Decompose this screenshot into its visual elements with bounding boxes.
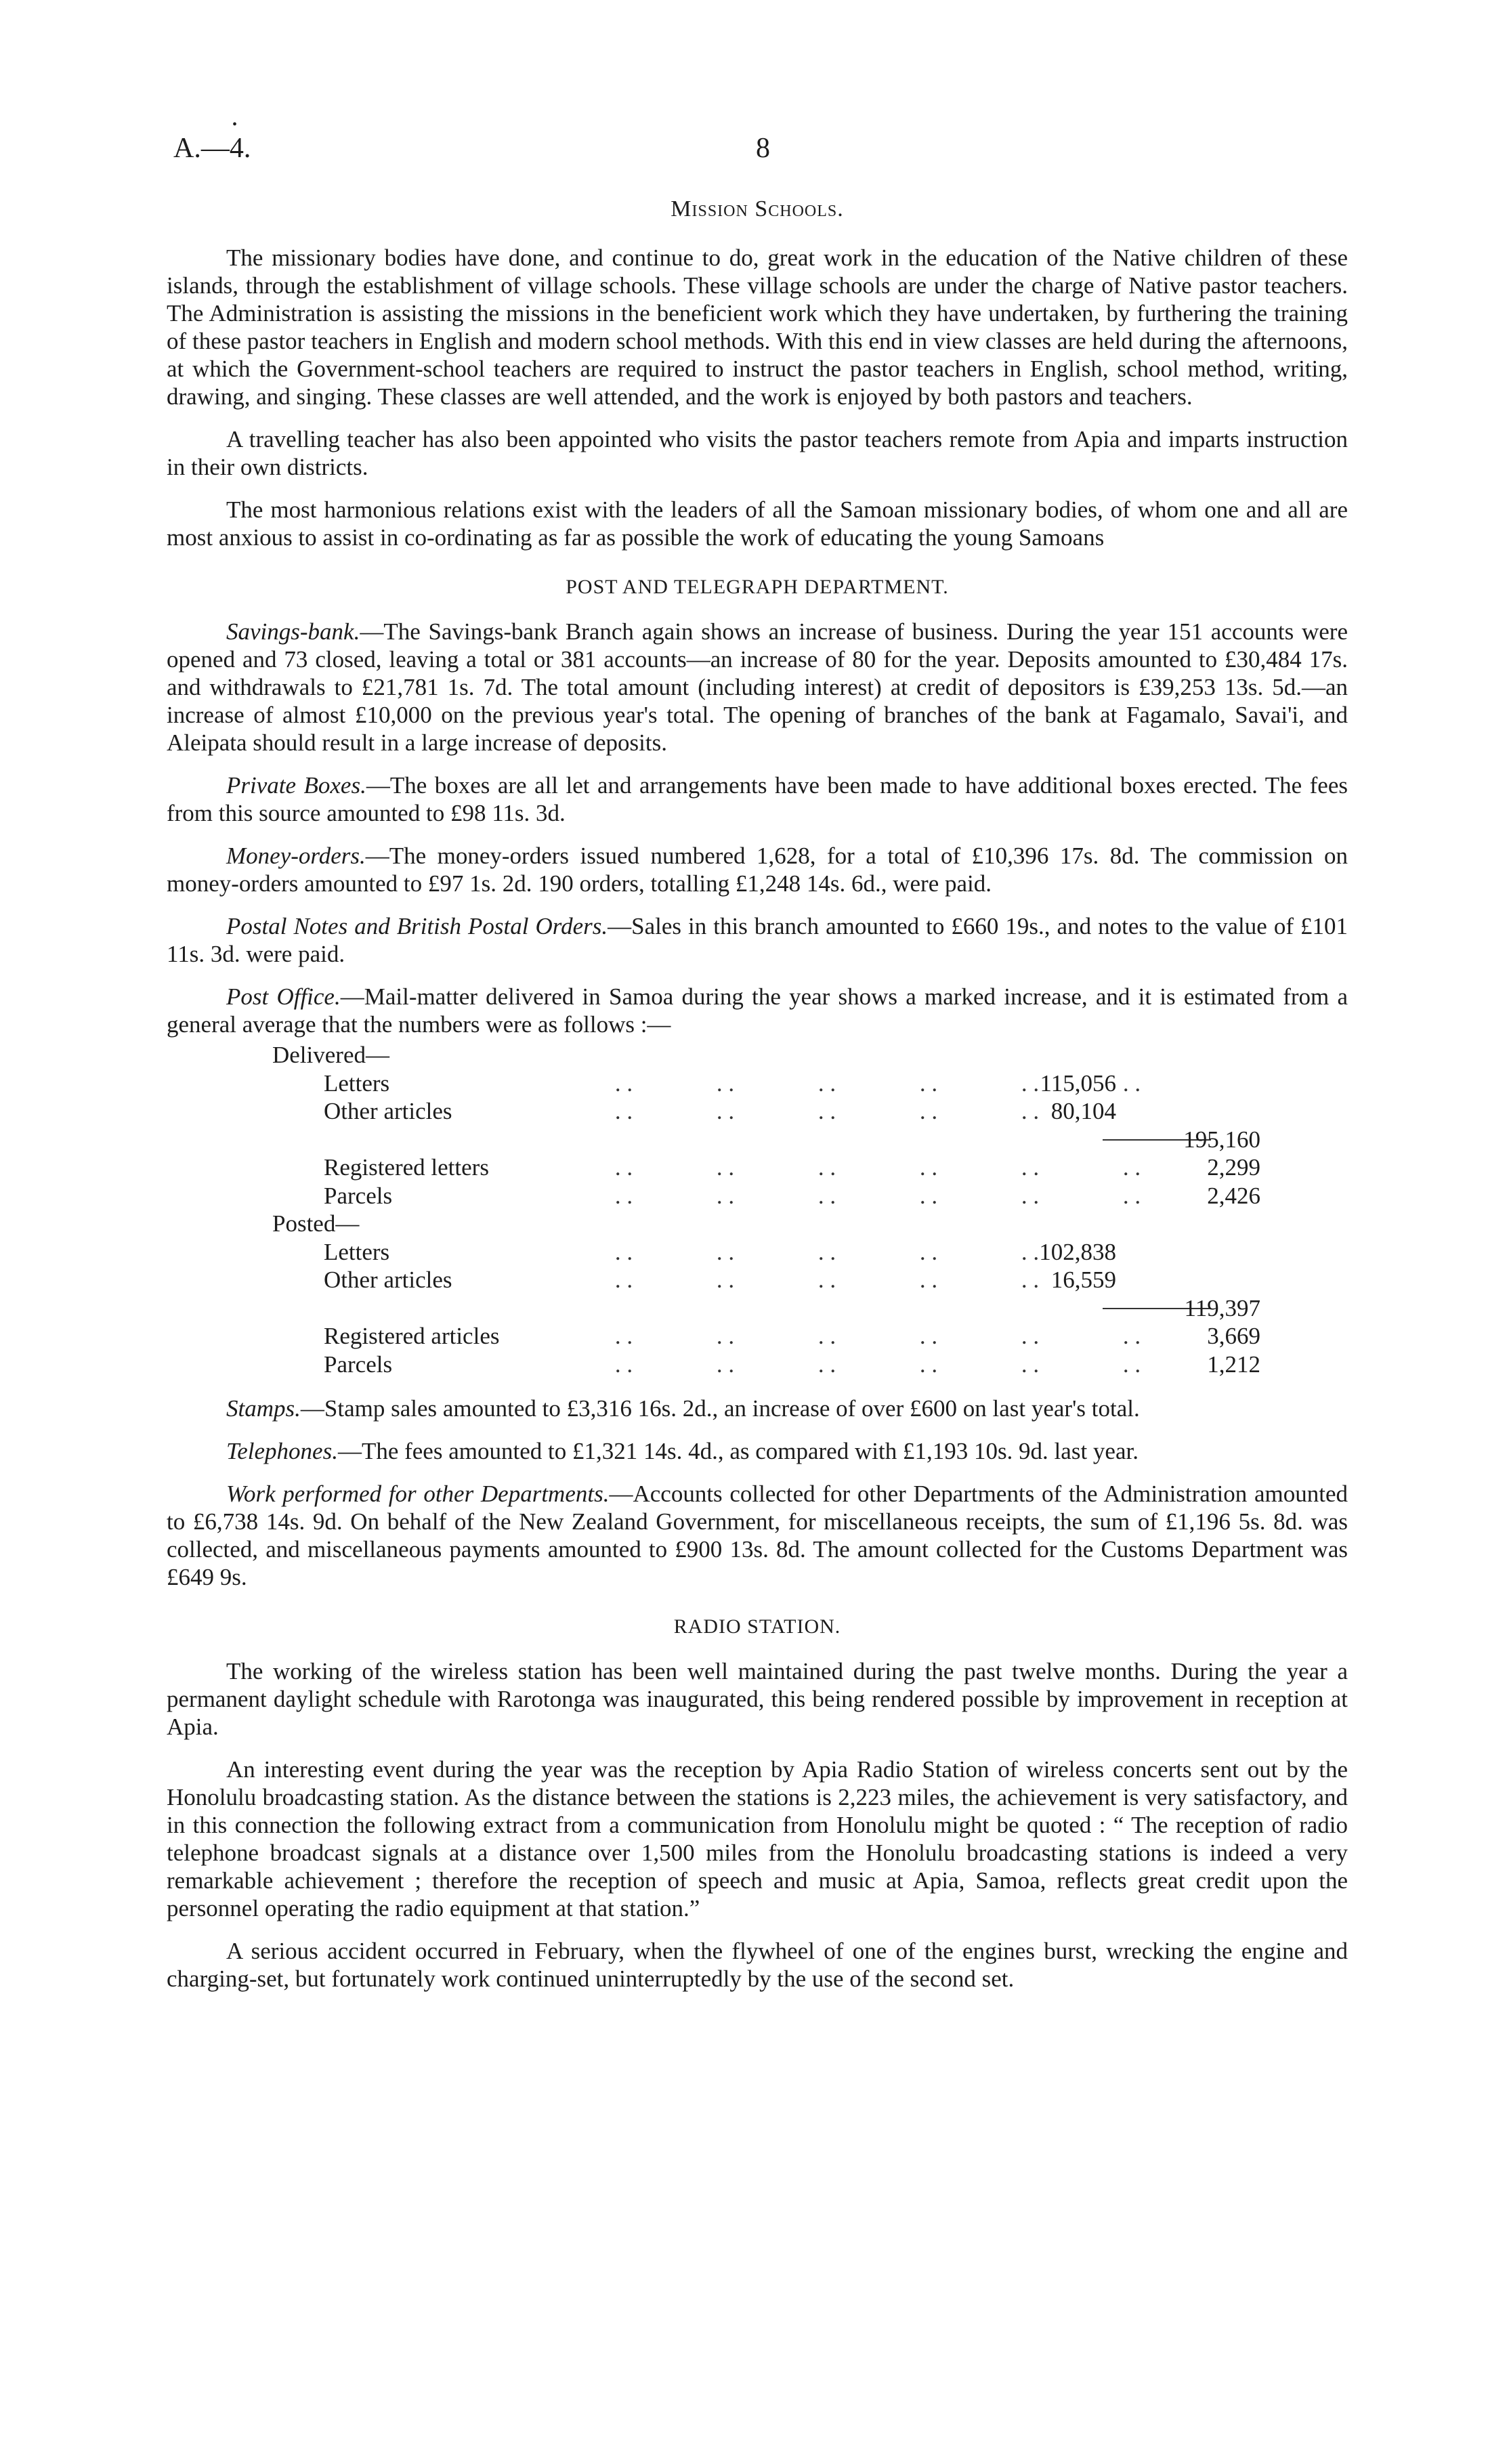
private-boxes-paragraph xyxy=(167,771,1348,827)
dot-leaders: . . . . . . . . . . . . xyxy=(614,1154,1141,1181)
row-label: Registered letters xyxy=(324,1154,489,1181)
postal-notes-text: —Sales in this branch amounted to £660 19s., and notes to the value of £101 11s. 3d. were paid. xyxy=(167,913,1348,967)
table-row xyxy=(167,1351,1348,1379)
savings-bank-text: —The Savings-bank Branch again shows an increase of business. During the year 151 accounts were opened and 73 closed, leaving a total or 381 accounts—an increase of 80 for the year. Deposits amounted to £30,484 17s. and withdrawals to £21,781 1s. 7d. The total amount (including interest) at credit of depositors is £39,253 13s. 5d.—an increase of almost £10,000 on the previous year's total. The opening of branches of the bank at Fagamalo, Savai'i, and Aleipata should result in a large increase of deposits. xyxy=(167,618,1348,756)
row-value: 102,838 xyxy=(1039,1238,1116,1265)
table-row xyxy=(167,1153,1348,1182)
telephones-text: —The fees amounted to £1,321 14s. 4d., as compared with £1,193 10s. 9d. last year. xyxy=(337,1438,1139,1464)
post-office-paragraph xyxy=(167,983,1348,1038)
table-row xyxy=(167,1210,1348,1238)
other-departments-paragraph xyxy=(167,1480,1348,1591)
dot-leaders: . . . . . . . . . . . . xyxy=(614,1351,1141,1378)
subtotal-value: 119,397 xyxy=(1184,1294,1260,1321)
row-value: 16,559 xyxy=(1050,1267,1116,1293)
table-row xyxy=(167,1097,1348,1126)
row-value: 1,212 xyxy=(1207,1351,1260,1378)
table-row xyxy=(167,1126,1348,1154)
table-row xyxy=(167,1182,1348,1210)
mail-matter-table xyxy=(167,1041,1348,1378)
stamps-text: —Stamp sales amounted to £3,316 16s. 2d., an increase of over £600 on last year's total. xyxy=(300,1395,1140,1422)
postal-notes-paragraph xyxy=(167,912,1348,968)
dot-leaders: . . . . . . . . . . . . xyxy=(614,1069,1141,1097)
row-label: Parcels xyxy=(324,1351,393,1378)
printer-dot: • xyxy=(232,117,238,132)
radio-paragraph-3: A serious accident occurred in February, when the flywheel of one of the engines burst, wrecking the engine and charging-set, but fortunately work continued uninterruptedly by the use of the second set. xyxy=(167,1938,1348,1992)
table-row xyxy=(167,1041,1348,1069)
table-row xyxy=(167,1238,1348,1267)
mission-schools-heading: Mission Schools. xyxy=(671,196,844,221)
money-orders-paragraph xyxy=(167,842,1348,897)
row-value: 115,056 xyxy=(1040,1069,1116,1097)
subtotal-value: 195,160 xyxy=(1183,1126,1260,1153)
radio-paragraph-2: An interesting event during the year was the reception by Apia Radio Station of wireless concerts sent out by the Honolulu broadcasting station. As the distance between the stations is 2,223 miles, the achievement is very satisfactory, and in this connection the following extract from a communication from Honolulu might be quoted : “ The reception of radio telephone broadcast signals at a distance over 1,500 miles from the Honolulu broadcasting stations is indeed a very remarkable achievement ; therefore the reception of speech and music at Apia, Samoa, reflects great credit upon the personnel operating the radio equipment at that station.” xyxy=(167,1756,1348,1921)
telephones-paragraph xyxy=(167,1437,1348,1465)
money-orders-text: —The money-orders issued numbered 1,628, for a total of £10,396 17s. 8d. The commission on money-orders amounted to £97 1s. 2d. 190 orders, totalling £1,248 14s. 6d., were paid. xyxy=(167,843,1348,897)
row-value: 2,299 xyxy=(1207,1154,1260,1181)
private-boxes-label: Private Boxes. xyxy=(226,772,366,799)
private-boxes-text: —The boxes are all let and arrangements have been made to have additional boxes erected. The fees from this source amounted to £98 11s. 3d. xyxy=(167,772,1348,826)
table-row xyxy=(167,1069,1348,1098)
post-telegraph-heading: POST AND TELEGRAPH DEPARTMENT. xyxy=(566,576,949,598)
page-body xyxy=(167,196,1348,2008)
row-label: Parcels xyxy=(324,1182,393,1209)
dot-leaders: . . . . . . . . . . xyxy=(614,1238,1040,1265)
dot-leaders: . . . . . . . . . . . . xyxy=(614,1182,1141,1209)
savings-bank-label: Savings-bank. xyxy=(226,618,360,645)
dot-leaders: . . . . . . . . . . xyxy=(614,1267,1040,1293)
row-label: Other articles xyxy=(324,1098,452,1124)
table-row xyxy=(167,1266,1348,1294)
document-reference: A.—4. xyxy=(173,133,251,164)
delivered-group-label: Delivered— xyxy=(272,1042,389,1068)
row-value: 2,426 xyxy=(1207,1182,1260,1209)
page-number: 8 xyxy=(756,133,770,164)
row-label: Letters xyxy=(324,1238,390,1265)
post-office-text: —Mail-matter delivered in Samoa during the year shows a marked increase, and it is estimated from a general average that the numbers were as follows :— xyxy=(167,983,1348,1038)
other-departments-text: —Accounts collected for other Departments of the Administration amounted to £6,738 14s. 9d. On behalf of the New Zealand Government, for miscellaneous receipts, the sum of £1,196 5s. 8d. was collected, and miscellaneous payments amounted to £900 13s. 8d. The amount collected for the Customs Department was £649 9s. xyxy=(167,1481,1348,1590)
row-value: 3,669 xyxy=(1207,1323,1260,1349)
savings-bank-paragraph xyxy=(167,618,1348,757)
page-header xyxy=(167,117,1348,173)
money-orders-label: Money-orders. xyxy=(226,843,366,869)
table-row xyxy=(167,1294,1348,1323)
table-row xyxy=(167,1322,1348,1351)
dot-leaders: . . . . . . . . . . . . xyxy=(614,1323,1141,1349)
radio-paragraph-1: The working of the wireless station has been well maintained during the past twelve months. During the year a permanent daylight schedule with Rarotonga was inaugurated, this being rendered possible by improvement in reception at Apia. xyxy=(167,1658,1348,1740)
row-label: Registered articles xyxy=(324,1323,500,1349)
post-office-label: Post Office. xyxy=(226,983,341,1010)
stamps-label: Stamps. xyxy=(226,1395,301,1422)
dot-leaders: . . . . . . . . . . xyxy=(614,1098,1040,1124)
mission-paragraph-2: A travelling teacher has also been appointed who visits the pastor teachers remote from Apia and imparts instruction in their own districts. xyxy=(167,426,1348,480)
telephones-label: Telephones. xyxy=(226,1438,338,1464)
other-departments-label: Work performed for other Departments. xyxy=(226,1481,610,1507)
row-label: Letters xyxy=(324,1069,390,1097)
posted-group-label: Posted— xyxy=(272,1210,360,1237)
row-label: Other articles xyxy=(324,1267,452,1293)
stamps-paragraph xyxy=(167,1395,1348,1422)
radio-station-heading: RADIO STATION. xyxy=(673,1615,841,1638)
postal-notes-label: Postal Notes and British Postal Orders. xyxy=(226,913,608,939)
mission-paragraph-1: The missionary bodies have done, and continue to do, great work in the education of the Native children of these islands, through the establishment of village schools. These village schools are under the charge of Native pastor teachers. The Administration is assisting the missions in the beneficient work which they have undertaken, by furthering the training of these pastor teachers in English and modern school methods. With this end in view classes are held during the afternoons, at which the Government-school teachers are required to instruct the pastor teachers in English, school method, writing, drawing, and singing. These classes are well attended, and the work is enjoyed by both pastors and teachers. xyxy=(167,245,1348,410)
row-value: 80,104 xyxy=(1050,1098,1116,1124)
mission-paragraph-3: The most harmonious relations exist with the leaders of all the Samoan missionary bodies, of whom one and all are most anxious to assist in co-ordinating as far as possible the work of educating the young Samoans xyxy=(167,496,1348,551)
